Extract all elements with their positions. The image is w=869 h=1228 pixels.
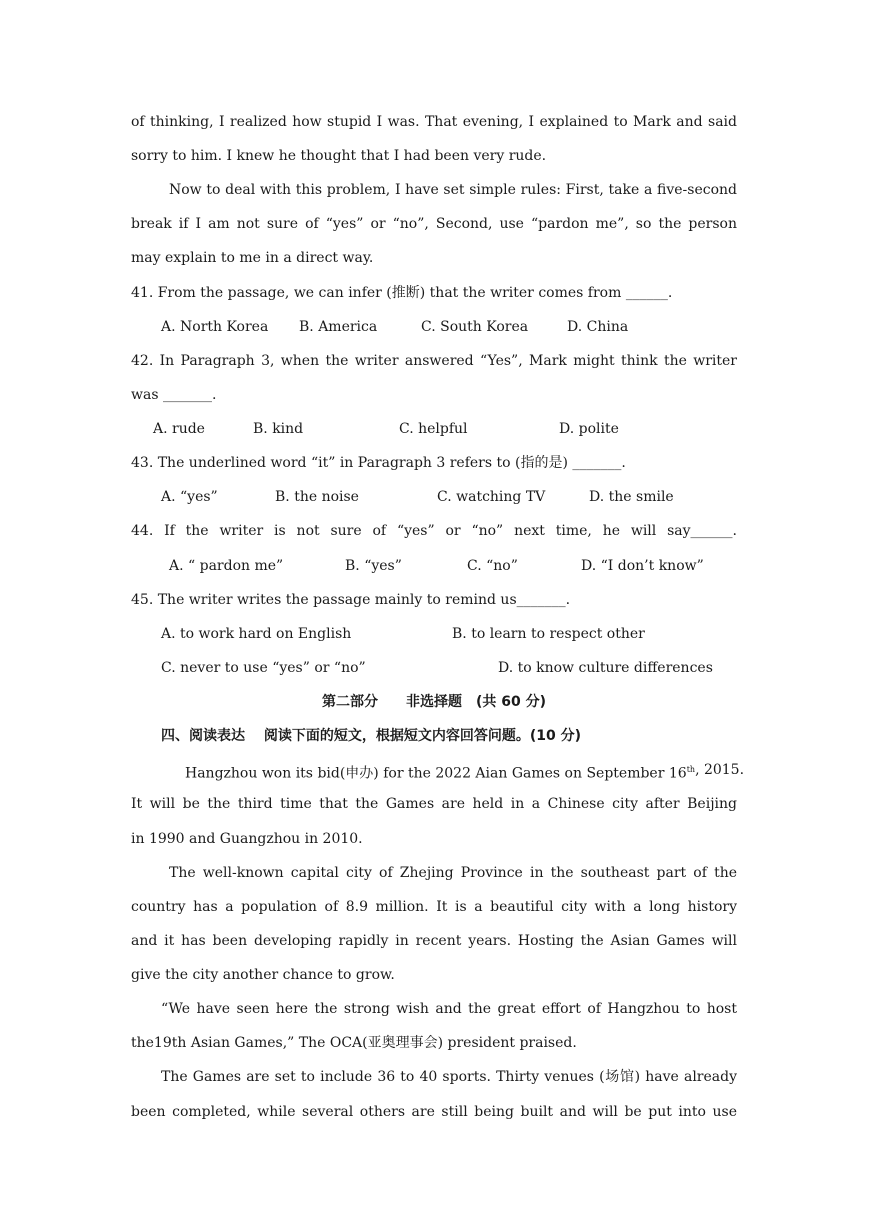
question-43-option-d[interactable]: D. the smile [589, 489, 674, 505]
question-44-option-c[interactable]: C. “no” [467, 558, 518, 574]
question-41-option-b[interactable]: B. America [299, 319, 378, 335]
passage1-line: Now to deal with this problem, I have set simple rules: First, take a five-second [169, 182, 737, 198]
passage2-line [185, 760, 745, 784]
question-43-option-c[interactable]: C. watching TV [437, 489, 546, 505]
section-heading: 四、阅读表达 阅读下面的短文，根据短文内容回答问题。(10 分) [161, 728, 582, 744]
passage1-line: break if I am not sure of “yes” or “no”, Second, use “pardon me”, so the person [131, 216, 737, 232]
question-43-stem: 43. The underlined word “it” in Paragraph 3 refers to (指的是) _______. [131, 455, 626, 471]
question-42-option-c[interactable]: C. helpful [399, 421, 468, 437]
question-42-stem-cont: was _______. [131, 387, 217, 403]
question-45-option-d[interactable]: D. to know culture differences [498, 660, 713, 676]
question-41-option-c[interactable]: C. South Korea [421, 319, 529, 335]
question-44-stem: 44. If the writer is not sure of “yes” or “no” next time, he will say______. [131, 523, 737, 539]
question-42-option-d[interactable]: D. polite [559, 421, 619, 437]
passage2-line: been completed, while several others are still being built and will be put into use [131, 1104, 737, 1120]
question-43-option-b[interactable]: B. the noise [275, 489, 359, 505]
passage2-line: and it has been developing rapidly in recent years. Hosting the Asian Games will [131, 933, 737, 949]
passage2-line: give the city another chance to grow. [131, 967, 395, 983]
passage2-text: Hangzhou won its bid(申办) for the 2022 Aian Games on September 16th [185, 765, 696, 782]
passage2-line: in 1990 and Guangzhou in 2010. [131, 831, 363, 847]
passage2-line: It will be the third time that the Games are held in a Chinese city after Beijing [131, 796, 737, 812]
question-41-option-a[interactable]: A. North Korea [161, 319, 269, 335]
question-45-option-b[interactable]: B. to learn to respect other [452, 626, 645, 642]
passage1-line: may explain to me in a direct way. [131, 250, 374, 266]
question-44-option-a[interactable]: A. “ pardon me” [169, 558, 284, 574]
passage1-line: of thinking, I realized how stupid I was. That evening, I explained to Mark and said [131, 114, 737, 130]
question-42-option-b[interactable]: B. kind [253, 421, 304, 437]
passage2-line: country has a population of 8.9 million. It is a beautiful city with a long history [131, 899, 737, 915]
question-45-option-a[interactable]: A. to work hard on English [161, 626, 352, 642]
passage2-line: “We have seen here the strong wish and the great effort of Hangzhou to host [161, 1001, 737, 1017]
part2-title: 第二部分 非选择题 (共 60 分) [321, 694, 547, 710]
question-42-stem: 42. In Paragraph 3, when the writer answered “Yes”, Mark might think the writer [131, 353, 737, 369]
question-44-option-b[interactable]: B. “yes” [345, 558, 402, 574]
passage2-line: the19th Asian Games,” The OCA(亚奥理事会) president praised. [131, 1035, 577, 1051]
question-42-option-a[interactable]: A. rude [153, 421, 205, 437]
question-41-stem: 41. From the passage, we can infer (推断) that the writer comes from ______. [131, 285, 673, 301]
passage1-line: sorry to him. I knew he thought that I had been very rude. [131, 148, 547, 164]
question-45-option-c[interactable]: C. never to use “yes” or “no” [161, 660, 366, 676]
passage2-line: The Games are set to include 36 to 40 sports. Thirty venues (场馆) have already [161, 1069, 737, 1085]
question-44-option-d[interactable]: D. “I don’t know” [581, 558, 704, 574]
question-45-stem: 45. The writer writes the passage mainly to remind us_______. [131, 592, 571, 608]
passage2-line: The well-known capital city of Zhejing Province in the southeast part of the [169, 865, 737, 881]
passage2-text-end: , 2015. [695, 762, 745, 778]
question-41-option-d[interactable]: D. China [567, 319, 629, 335]
question-43-option-a[interactable]: A. “yes” [161, 489, 218, 505]
